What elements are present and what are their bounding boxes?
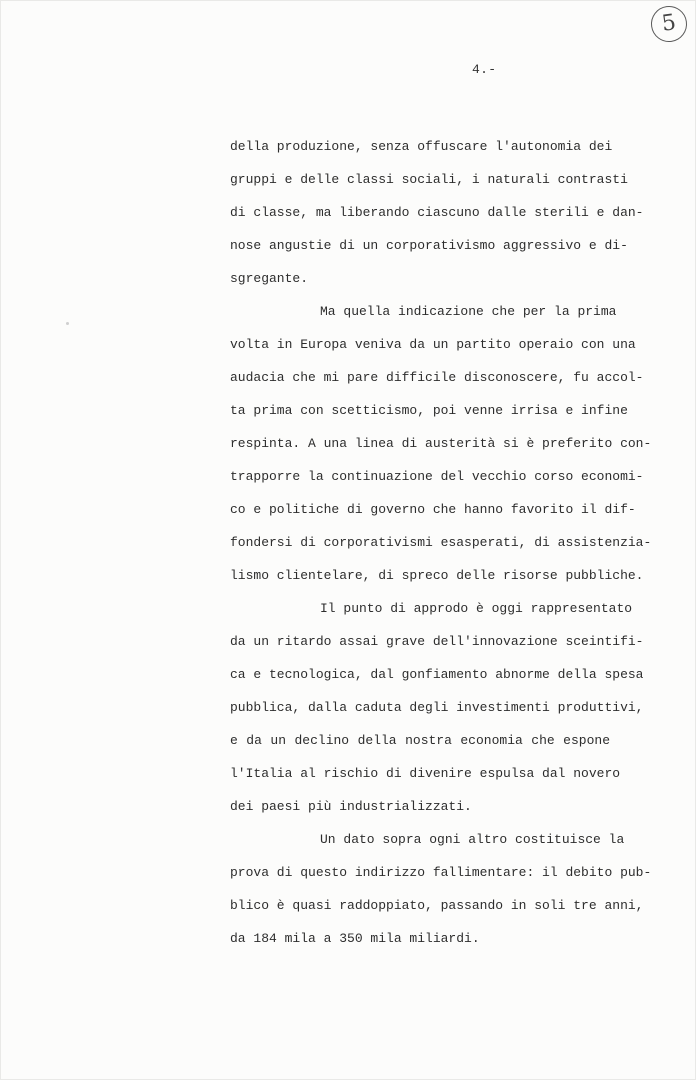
- text-line: Il punto di approdo è oggi rappresentato: [320, 601, 633, 616]
- text-line: volta in Europa veniva da un partito operaio con una: [230, 337, 636, 352]
- scan-speck: [66, 322, 69, 325]
- text-line: blico è quasi raddoppiato, passando in soli tre anni,: [230, 898, 644, 913]
- page-number: 4.-: [472, 62, 497, 77]
- text-line: e da un declino della nostra economia che espone: [230, 733, 610, 748]
- text-line: pubblica, dalla caduta degli investimenti produttivi,: [230, 700, 644, 715]
- text-line: ta prima con scetticismo, poi venne irrisa e infine: [230, 403, 628, 418]
- text-line: audacia che mi pare difficile disconoscere, fu accol-: [230, 370, 644, 385]
- page-marker-number: 5: [660, 10, 678, 37]
- text-line: di classe, ma liberando ciascuno dalle sterili e dan-: [230, 205, 644, 220]
- page-marker-circle: [649, 4, 690, 45]
- text-line: ca e tecnologica, dal gonfiamento abnorme della spesa: [230, 667, 644, 682]
- text-line: da un ritardo assai grave dell'innovazione sceintifi-: [230, 634, 644, 649]
- text-line: trapporre la continuazione del vecchio corso economi-: [230, 469, 644, 484]
- text-line: gruppi e delle classi sociali, i naturali contrasti: [230, 172, 628, 187]
- text-line: respinta. A una linea di austerità si è preferito con-: [230, 436, 652, 451]
- text-line: Ma quella indicazione che per la prima: [320, 304, 617, 319]
- text-line: lismo clientelare, di spreco delle risorse pubbliche.: [230, 568, 644, 583]
- text-line: sgregante.: [230, 271, 309, 286]
- text-line: l'Italia al rischio di divenire espulsa dal novero: [230, 766, 621, 781]
- text-line: fondersi di corporativismi esasperati, di assistenzia-: [230, 535, 652, 550]
- text-line: della produzione, senza offuscare l'autonomia dei: [230, 139, 613, 154]
- text-line: dei paesi più industrializzati.: [230, 799, 472, 814]
- text-line: co e politiche di governo che hanno favorito il dif-: [230, 502, 636, 517]
- text-line: da 184 mila a 350 mila miliardi.: [230, 931, 480, 946]
- body-text: [230, 130, 652, 955]
- text-line: prova di questo indirizzo fallimentare: il debito pub-: [230, 865, 652, 880]
- text-line: Un dato sopra ogni altro costituisce la: [320, 832, 625, 847]
- text-line: nose angustie di un corporativismo aggressivo e di-: [230, 238, 628, 253]
